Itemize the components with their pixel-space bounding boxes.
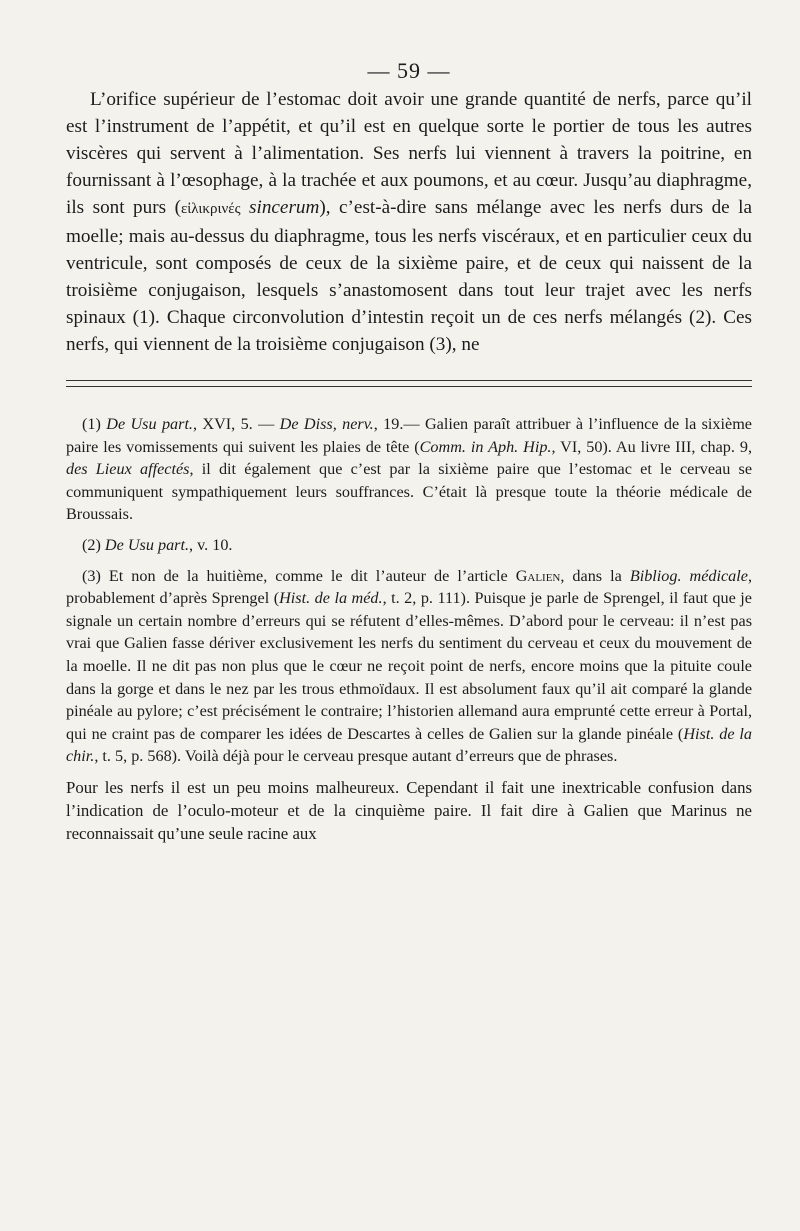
footnote-text: Et non de la huitième, comme le dit l’auteur de l’article bbox=[108, 566, 516, 585]
footnote-3-number: (3) bbox=[82, 566, 101, 585]
citation: De Usu part. bbox=[104, 535, 190, 554]
continuation-paragraph bbox=[66, 776, 752, 845]
footnote-text: , t. 2, p. 111). Puisque je parle de Sprengel, il faut que je signale un certain nombre d’erreurs qui se réfutent d’elles-mêmes. D’abord pour le cerveau: il n’est pas vrai que Galien fasse dériver exclusivement les nerfs du sentiment du cerveau et ceux du mouvement de la moelle. Il ne dit pas non plus que le cœur ne reçoit point de nerfs, encore moins que la pituite coule dans la gorge et dans le nez par les trous ethmoïdaux. Il est absolument faux qu’il ait comparé la glande pinéale au pylore; c’est précisément le contraire; l’historien allemand aura emprunté cette erreur à Portal, qui ne craint pas de comparer les idées de Descartes à celles de Galien sur la glande pinéale ( bbox=[66, 589, 752, 743]
citation: De Usu part. bbox=[106, 415, 193, 433]
citation: Comm. in Aph. Hip. bbox=[419, 437, 552, 456]
citation: des Lieux affectés bbox=[66, 460, 190, 479]
citation-location: , XVI, 5. — bbox=[192, 415, 280, 433]
footnote-text: , dans la bbox=[560, 566, 630, 585]
footnote-1-number: (1) bbox=[82, 415, 101, 433]
small-caps-name: Galien bbox=[515, 566, 561, 585]
main-paragraph bbox=[66, 86, 752, 358]
footnote-1 bbox=[66, 413, 752, 526]
main-text-part-1: L’orifice supérieur de l’estomac doit avoir une grande quantité de nerfs, parce qu’il est l’instrument de l’appétit, et qu’il est en quelque sorte le portier de tous les autres viscères qui servent à l’alimentation. Ses nerfs lui viennent à travers la poitrine, en fournissant à l’œsophage, à la trachée et aux poumons, et au cœur. Jusqu’au diaphragme, ils sont purs ( bbox=[66, 89, 752, 218]
citation: De Diss, nerv. bbox=[279, 415, 374, 433]
footnote-3 bbox=[66, 565, 752, 768]
latin-term: sincerum bbox=[249, 197, 320, 218]
footnote-text: , il dit également que c’est par la sixième paire que l’estomac et le cerveau se communiquent sympathiquement leurs souffrances. C’était là presque toute la théorie médicale de Broussais. bbox=[66, 460, 752, 524]
footnote-text: , t. 5, p. 568). Voilà déjà pour le cerveau presque autant d’erreurs que de phrases. bbox=[94, 747, 618, 766]
citation: Bibliog. médicale bbox=[629, 566, 748, 585]
footnote-separator bbox=[66, 380, 752, 387]
footnote-text: , VI, 50). Au livre III, chap. 9, bbox=[551, 437, 752, 456]
citation: Hist. de la méd. bbox=[279, 589, 383, 608]
continuation-text: Pour les nerfs il est un peu moins malheureux. Cependant il fait une inextricable confusion dans l’indication de l’oculo-moteur et de la cinquième paire. Il fait dire à Galien que Marinus ne reconnaissait qu’une seule racine aux bbox=[66, 777, 752, 843]
citation: Hist. de la chir. bbox=[66, 724, 752, 766]
greek-term: εἰλικρινές bbox=[180, 201, 241, 217]
footnote-2 bbox=[66, 534, 752, 557]
footnote-text: , probablement d’après Sprengel ( bbox=[66, 566, 753, 608]
main-text-part-2: ), c’est-à-dire sans mélange avec les nerfs durs de la moelle; mais au-dessus du diaphragme, tous les nerfs viscéraux, et en particulier ceux du ventricule, sont composés de ceux de la sixième paire, et de ceux qui naissent de la troisième conjugaison, lesquels s’anastomosent dans tout leur trajet avec les nerfs spinaux (1). Chaque circonvolution d’intestin reçoit un de ces nerfs mélangés (2). Ces nerfs, qui viennent de la troisième conjugaison (3), ne bbox=[66, 197, 752, 355]
footnotes bbox=[66, 413, 752, 845]
citation-location: , v. 10. bbox=[189, 535, 233, 554]
footnote-2-number: (2) bbox=[82, 535, 101, 554]
footnote-text: , 19.— Galien paraît attribuer à l’influence de la sixième paire les vomissements qui suivent les plaies de tête ( bbox=[66, 415, 752, 456]
separator-rule-top bbox=[66, 380, 752, 381]
separator-rule-bottom bbox=[66, 386, 752, 387]
page-number: — 59 — bbox=[367, 58, 451, 83]
